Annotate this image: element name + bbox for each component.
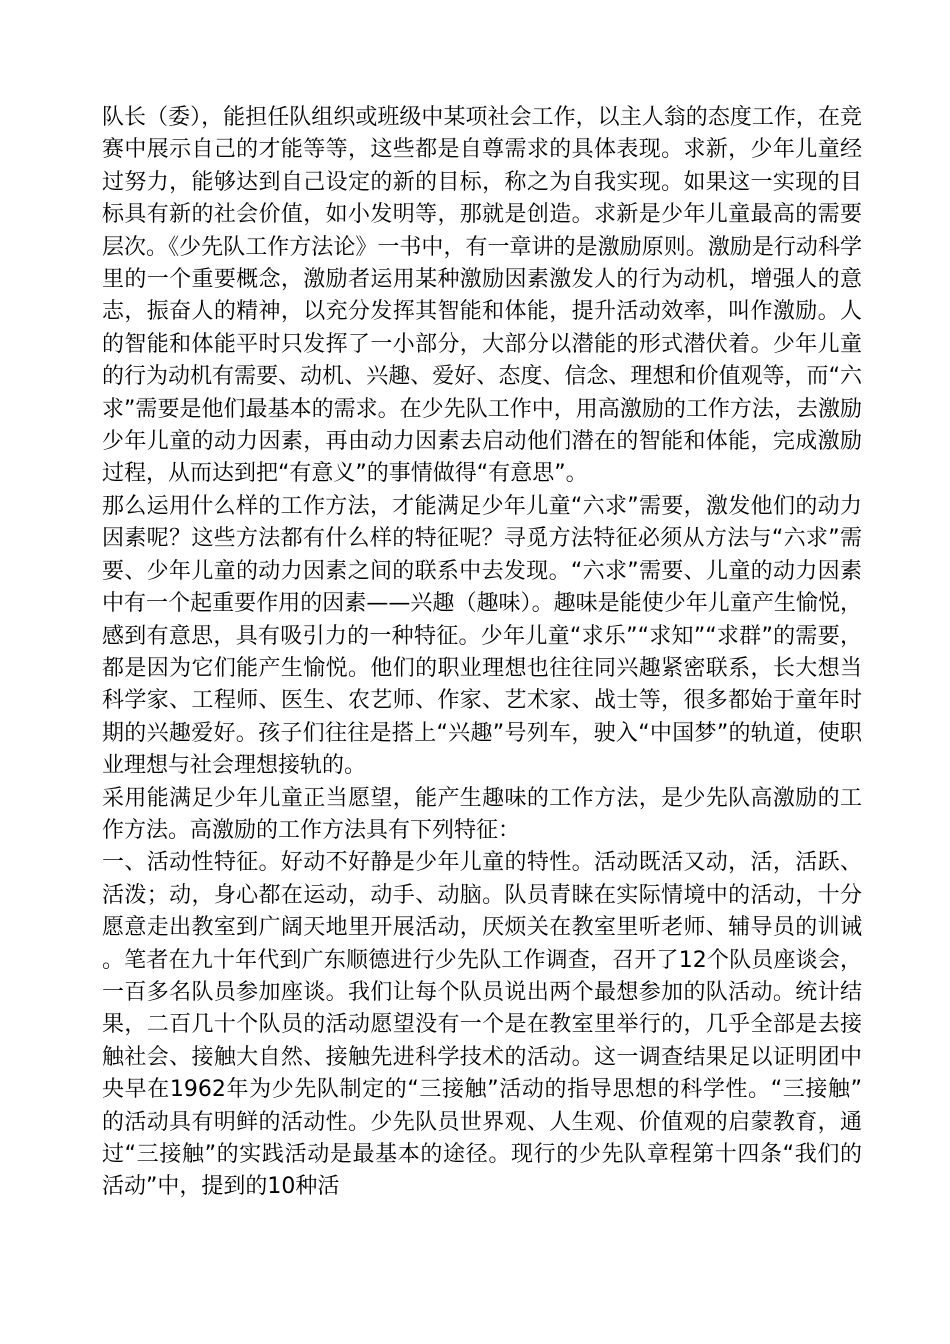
paragraph-2: 那么运用什么样的工作方法，才能满足少年儿童“六求”需要，激发他们的动力因素呢？这些方法都有什么样的特征呢？寻觅方法特征必须从方法与“六求”需要、少年儿童的动力因素之间的联系中去发现。“六求”需要、儿童的动力因素中有一个起重要作用的因素——兴趣（趣味）。趣味是能使少年儿童产生愉悦，感到有意思，具有吸引力的一种特征。少年儿童“求乐”“求知”“求群”的需要，都是因为它们能产生愉悦。他们的职业理想也往往同兴趣紧密联系，长大想当科学家、工程师、医生、农艺师、作家、艺术家、战士等，很多都始于童年时期的兴趣爱好。孩子们往往是搭上“兴趣”号列车，驶入“中国梦”的轨道，使职业理想与社会理想接轨的。 bbox=[102, 493, 862, 779]
paragraph-1: 队长（委），能担任队组织或班级中某项社会工作，以主人翁的态度工作，在竞赛中展示自己的才能等等，这些都是自尊需求的具体表现。求新，少年儿童经过努力，能够达到自己设定的新的目标，称之为自我实现。如果这一实现的目标具有新的社会价值，如小发明等，那就是创造。求新是少年儿童最高的需要层次。《少先队工作方法论》一书中，有一章讲的是激励原则。激励是行动科学里的一个重要概念，激励者运用某种激励因素激发人的行为动机，增强人的意志，振奋人的精神，以充分发挥其智能和体能，提升活动效率，叫作激励。人的智能和体能平时只发挥了一小部分，大部分以潜能的形式潜伏着。少年儿童的行为动机有需要、动机、兴趣、爱好、态度、信念、理想和价值观等，而“六求”需要是他们最基本的需求。在少先队工作中，用高激励的工作方法，去激励少年儿童的动力因素，再由动力因素去启动他们潜在的智能和体能，完成激励过程，从而达到把“有意义”的事情做得“有意思”。 bbox=[102, 105, 862, 487]
paragraph-4: 一、活动性特征。好动不好静是少年儿童的特性。活动既活又动，活，活跃、活泼；动，身心都在运动，动手、动脑。队员青睐在实际情境中的活动，十分愿意走出教室到广阔天地里开展活动，厌烦关在教室里听老师、辅导员的训诫。笔者在九十年代到广东顺德进行少先队工作调查，召开了12个队员座谈会，一百多名队员参加座谈。我们让每个队员说出两个最想参加的队活动。统计结果，二百几十个队员的活动愿望没有一个是在教室里举行的，几乎全部是去接触社会、接触大自然、接触先进科学技术的活动。这一调查结果足以证明团中央早在1962年为少先队制定的“三接触”活动的指导思想的科学性。“三接触”的活动具有明鲜的活动性。少先队员世界观、人生观、价值观的启蒙教育，通过“三接触”的实践活动是最基本的途径。现行的少先队章程第十四条“我们的活动”中，提到的10种活 bbox=[102, 850, 862, 1200]
document-page bbox=[102, 102, 862, 1204]
paragraph-3: 采用能满足少年儿童正当愿望，能产生趣味的工作方法，是少先队高激励的工作方法。高激励的工作方法具有下列特征： bbox=[102, 785, 862, 843]
